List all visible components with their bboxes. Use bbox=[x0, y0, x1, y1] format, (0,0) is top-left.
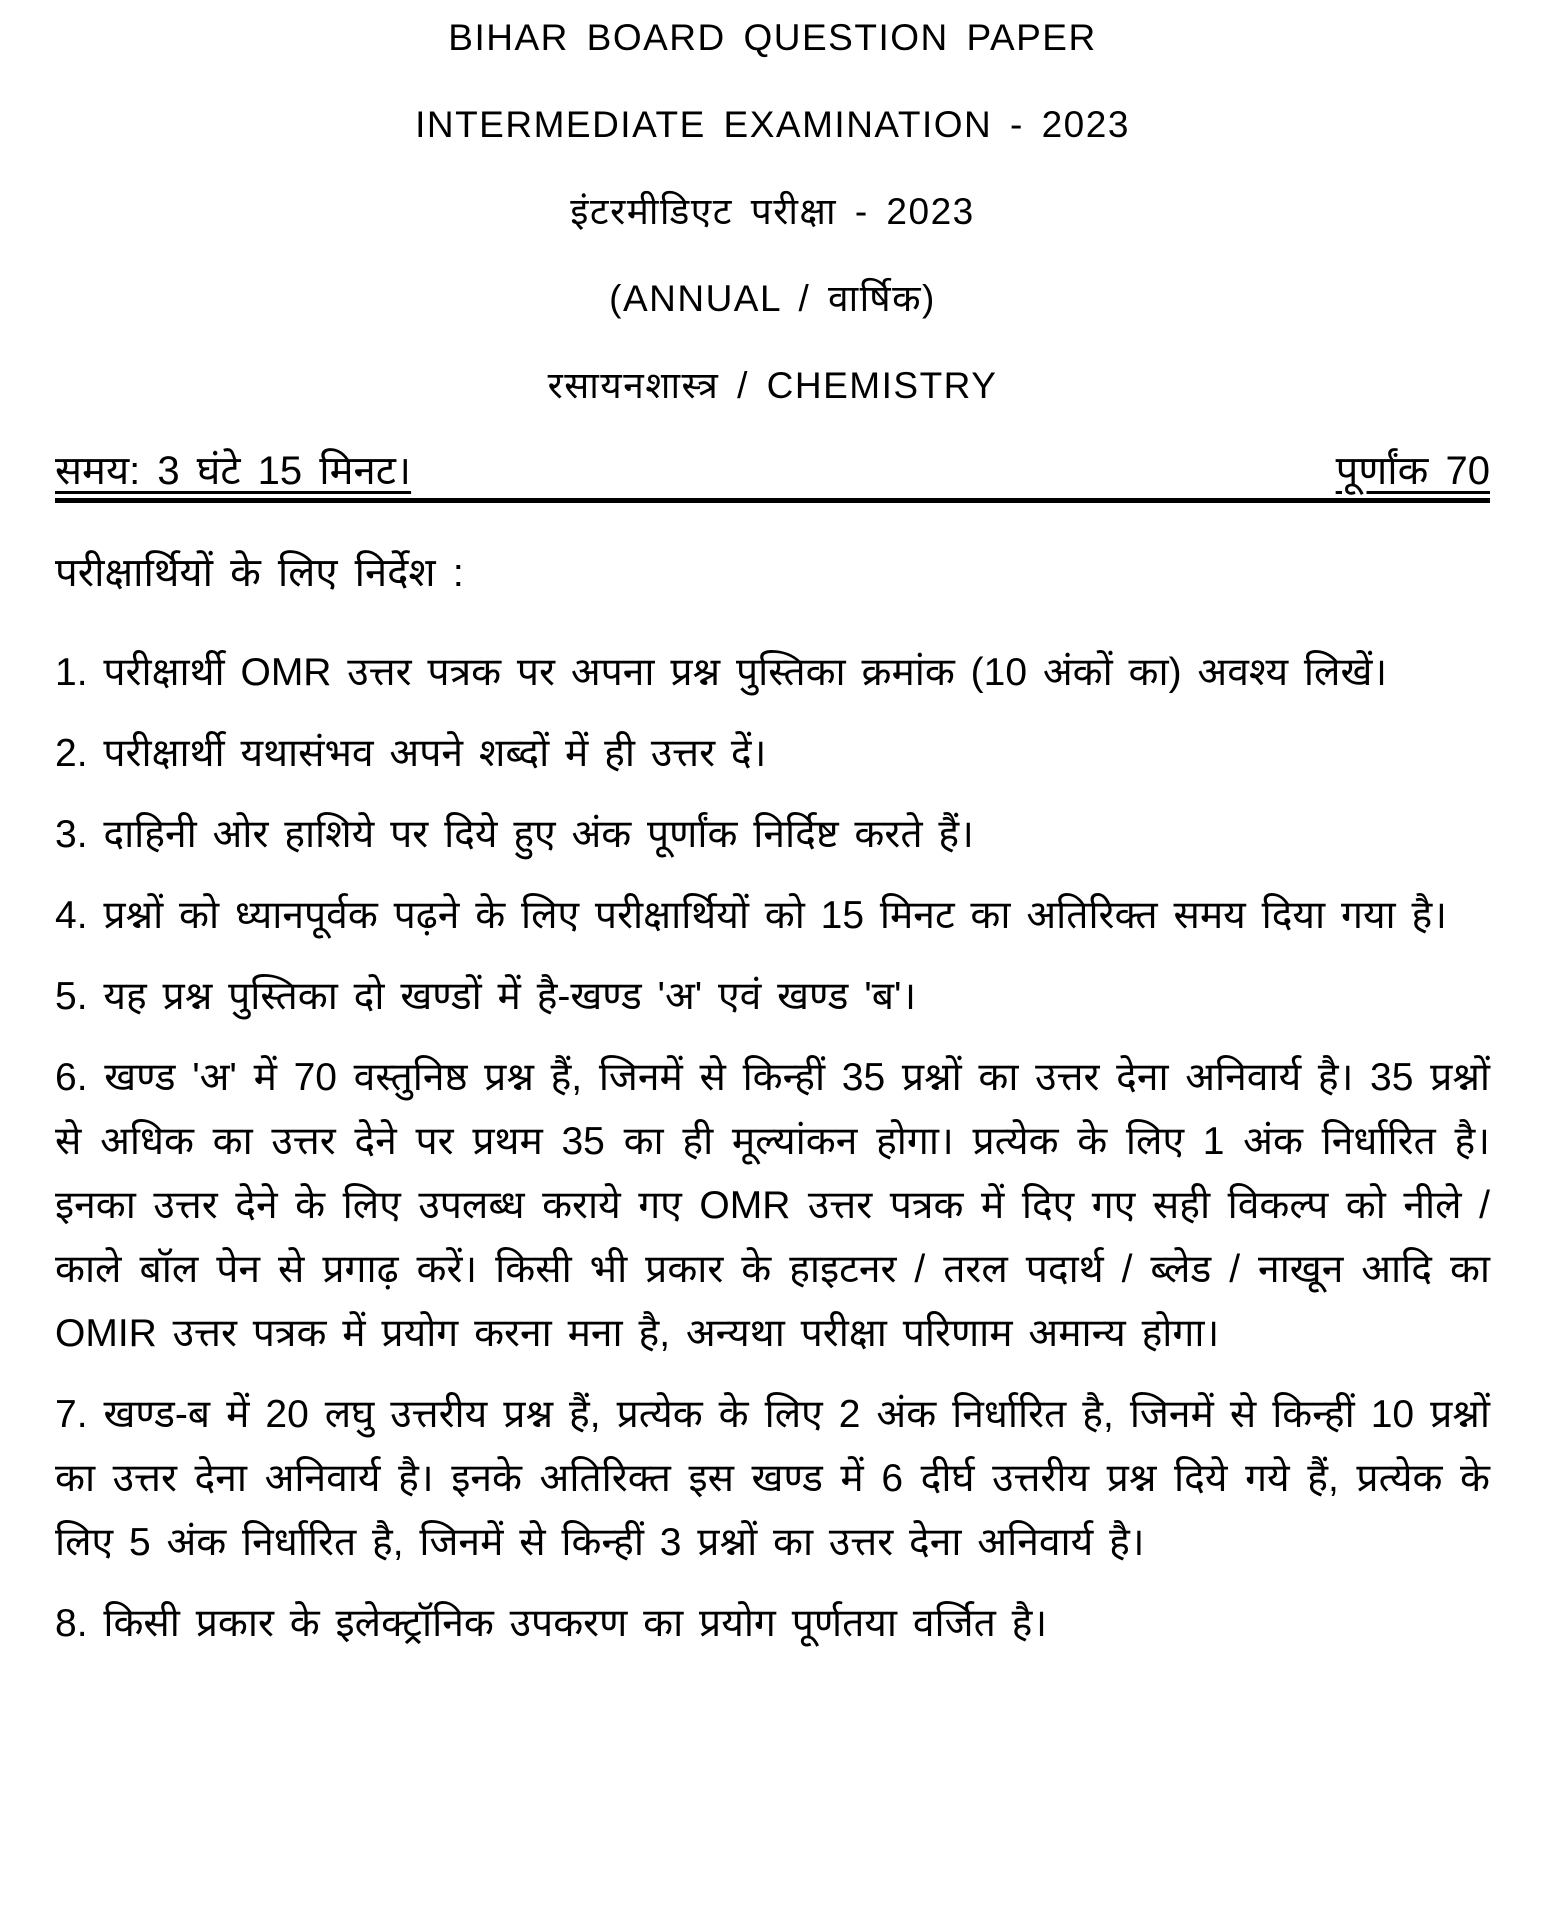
board-title: BIHAR BOARD QUESTION PAPER bbox=[448, 17, 1097, 58]
subject-title: रसायनशास्त्र / CHEMISTRY bbox=[547, 365, 998, 406]
full-marks-text: पूर्णांक 70 bbox=[1335, 449, 1490, 493]
exam-title-hindi: इंटरमीडिएट परीक्षा - 2023 bbox=[570, 191, 975, 232]
instruction-item-1: 1. परीक्षार्थी OMR उत्तर पत्रक पर अपना प्रश्न पुस्तिका क्रमांक (10 अंकों का) अवश्य लिखें। bbox=[55, 651, 1388, 694]
instruction-item-3: 3. दाहिनी ओर हाशिये पर दिये हुए अंक पूर्णांक निर्दिष्ट करते हैं। bbox=[55, 813, 974, 856]
time-marks-row bbox=[55, 449, 1490, 503]
annual-label: (ANNUAL / वार्षिक) bbox=[609, 278, 936, 319]
time-allowed-text: समय: 3 घंटे 15 मिनट। bbox=[55, 449, 412, 493]
paper-header bbox=[55, 14, 1490, 409]
instruction-item-8: 8. किसी प्रकार के इलेक्ट्रॉनिक उपकरण का प्रयोग पूर्णतया वर्जित है। bbox=[55, 1602, 1048, 1645]
instruction-item-2: 2. परीक्षार्थी यथासंभव अपने शब्दों में ही उत्तर दें। bbox=[55, 732, 767, 775]
instruction-item-6: 6. खण्ड 'अ' में 70 वस्तुनिष्ठ प्रश्न हैं, जिनमें से किन्हीं 35 प्रश्नों का उत्तर देना अनिवार्य है। 35 प्रश्नों से अधिक का उत्तर देने पर प्रथम 35 का ही मूल्यांकन होगा। प्रत्येक के लिए 1 अंक निर्धारित है। इनका उत्तर देने के लिए उपलब्ध कराये गए OMR उत्तर पत्रक में दिए गए सही विकल्प को नीले / काले बॉल पेन से प्रगाढ़ करें। किसी भी प्रकार के हाइटनर / तरल पदार्थ / ब्लेड / नाखून आदि का OMIR उत्तर पत्रक में प्रयोग करना मना है, अन्यथा परीक्षा परिणाम अमान्य होगा। bbox=[55, 1056, 1490, 1355]
instruction-item-4: 4. प्रश्नों को ध्यानपूर्वक पढ़ने के लिए परीक्षार्थियों को 15 मिनट का अतिरिक्त समय दिया गया है। bbox=[55, 894, 1447, 937]
instructions-heading: परीक्षार्थियों के लिए निर्देश : bbox=[55, 551, 464, 595]
instruction-item-5: 5. यह प्रश्न पुस्तिका दो खण्डों में है-खण्ड 'अ' एवं खण्ड 'ब'। bbox=[55, 975, 917, 1018]
instruction-item-7: 7. खण्ड-ब में 20 लघु उत्तरीय प्रश्न हैं, प्रत्येक के लिए 2 अंक निर्धारित है, जिनमें से किन्हीं 10 प्रश्नों का उत्तर देना अनिवार्य है। इनके अतिरिक्त इस खण्ड में 6 दीर्घ उत्तरीय प्रश्न दिये गये हैं, प्रत्येक के लिए 5 अंक निर्धारित है, जिनमें से किन्हीं 3 प्रश्नों का उत्तर देना अनिवार्य है। bbox=[55, 1393, 1490, 1564]
exam-title-english: INTERMEDIATE EXAMINATION - 2023 bbox=[415, 104, 1130, 145]
